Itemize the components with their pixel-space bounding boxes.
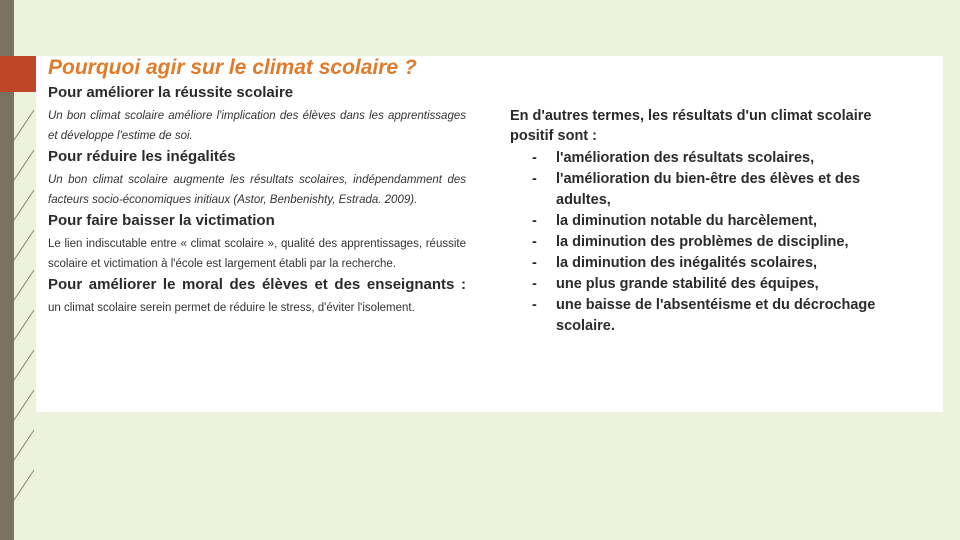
list-item: - une baisse de l'absentéisme et du décrochage scolaire.: [532, 297, 876, 334]
section-heading-victimation: Pour faire baisser la victimation: [48, 212, 275, 229]
section-heading-inegalites: Pour réduire les inégalités: [48, 148, 236, 165]
left-column: [48, 84, 466, 320]
results-list: [510, 148, 910, 337]
section-heading-reussite: Pour améliorer la réussite scolaire: [48, 84, 294, 101]
accent-block: [0, 56, 36, 92]
slide-content: [36, 56, 943, 412]
results-intro: En d'autres termes, les résultats d'un climat scolaire positif sont :: [510, 108, 872, 144]
right-column: [510, 106, 910, 337]
list-item: - l'amélioration du bien-être des élèves et des adultes,: [532, 171, 861, 208]
list-item: - une plus grande stabilité des équipes,: [532, 276, 819, 292]
list-item: - l'amélioration des résultats scolaires,: [532, 150, 815, 166]
section-text-reussite: Un bon climat scolaire améliore l'implication des élèves dans les apprentissages et développe l'estime de soi.: [48, 110, 466, 142]
list-item: - la diminution des problèmes de discipline,: [532, 234, 849, 250]
section-text-inegalites: Un bon climat scolaire augmente les résultats scolaires, indépendamment des facteurs socio-économiques initiaux (Astor, Benbenishty, Estrada. 2009).: [48, 174, 466, 206]
list-item: - la diminution notable du harcèlement,: [532, 213, 818, 229]
page-title: Pourquoi agir sur le climat scolaire ?: [48, 56, 417, 79]
section-text-moral: un climat scolaire serein permet de réduire le stress, d'éviter l'isolement.: [48, 302, 415, 314]
section-text-victimation: Le lien indiscutable entre « climat scolaire », qualité des apprentissages, réussite scolaire et victimation à l'école est largement établi par la recherche.: [48, 238, 466, 270]
section-heading-moral: Pour améliorer le moral des élèves et des enseignants :: [48, 276, 466, 293]
list-item: - la diminution des inégalités scolaires,: [532, 255, 818, 271]
